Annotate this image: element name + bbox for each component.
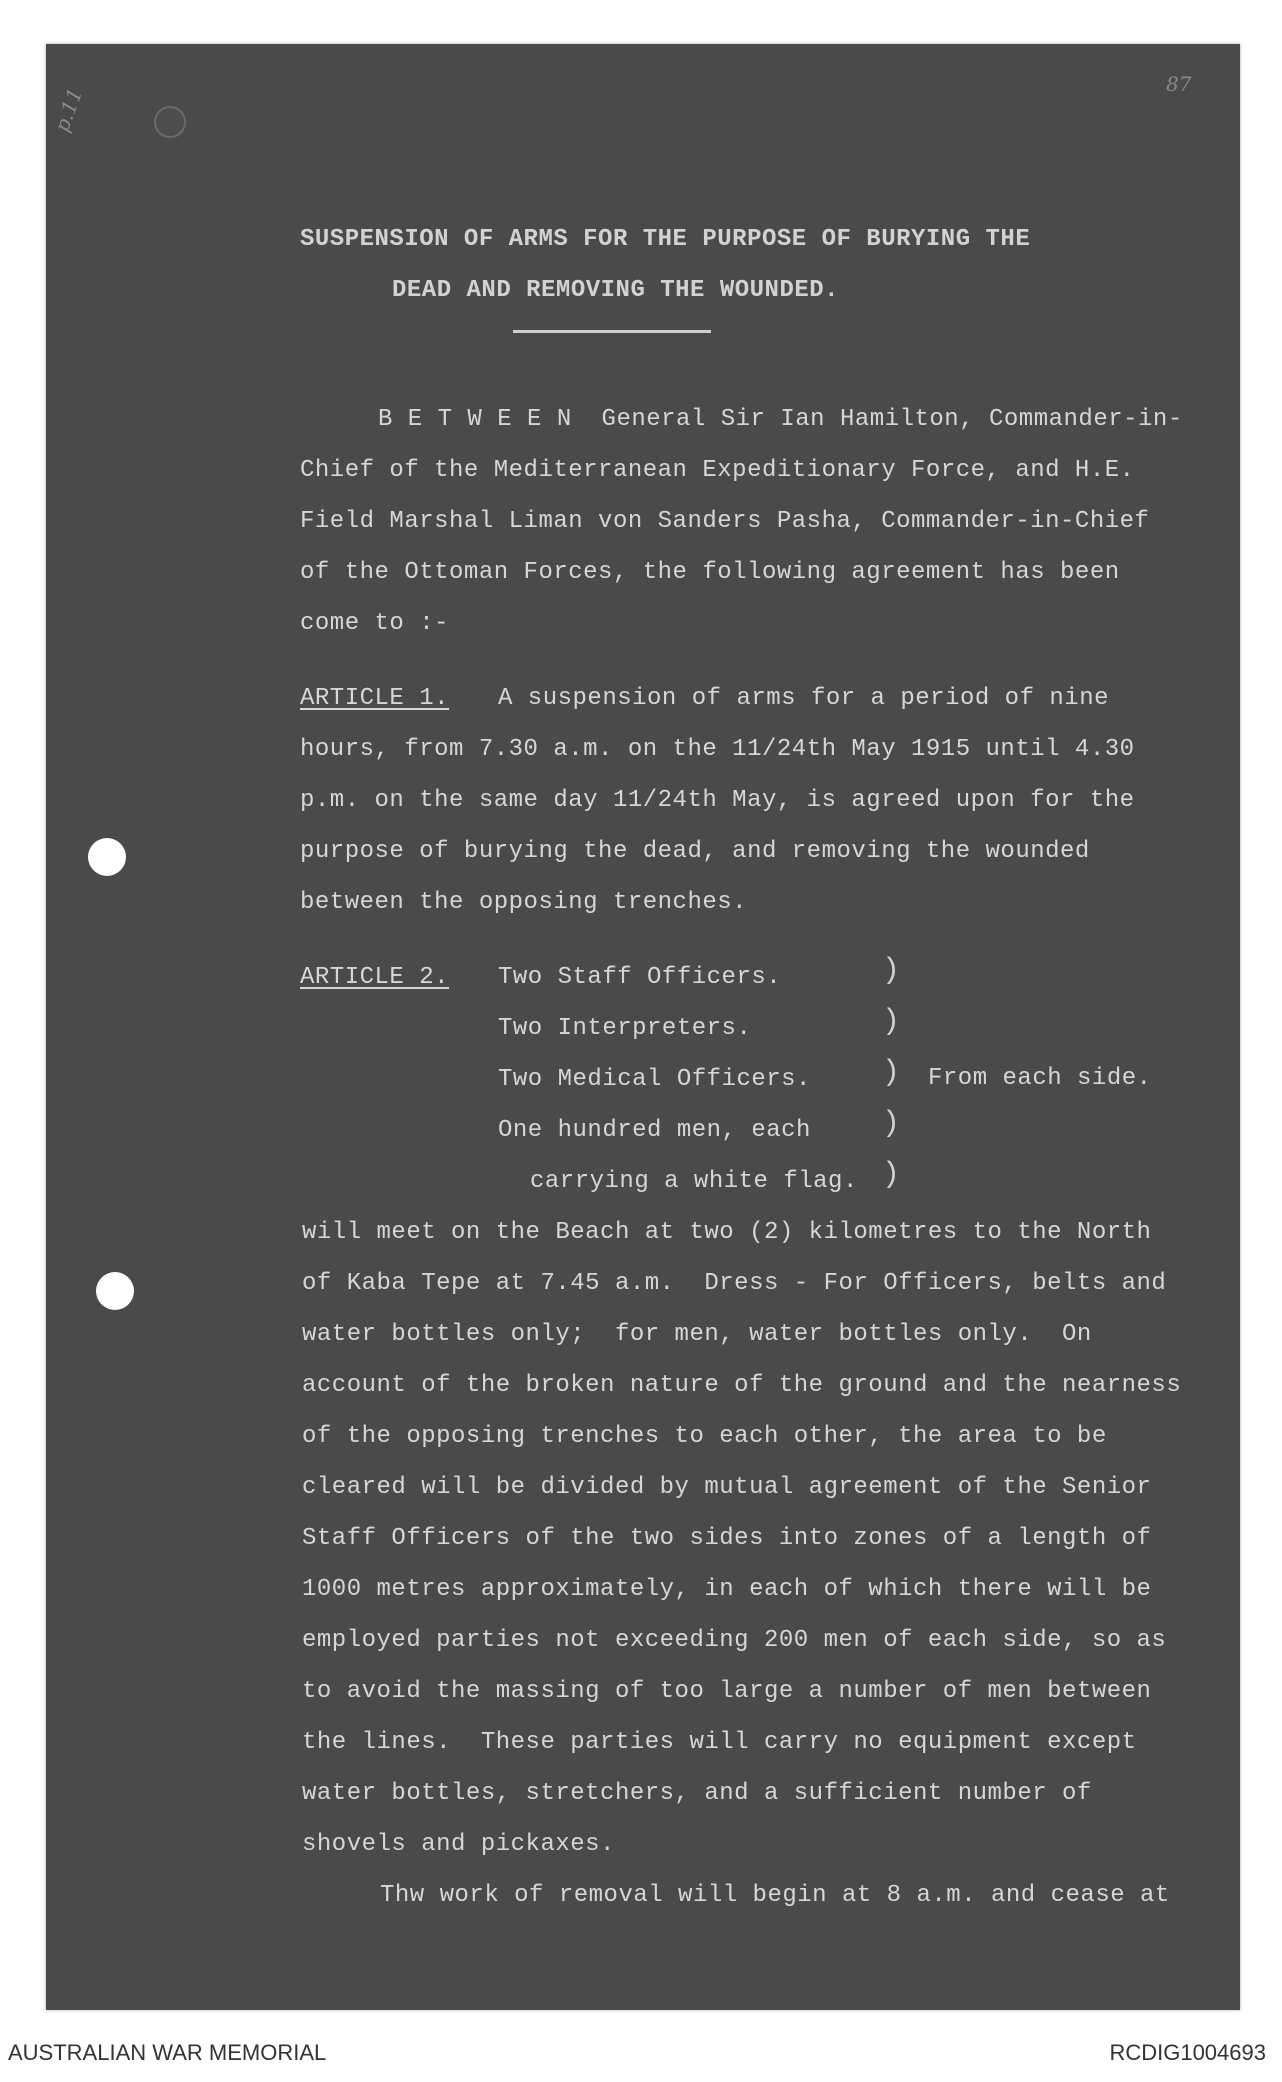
party-item: carrying a white flag. (530, 1168, 858, 1195)
article-2-line: account of the broken nature of the ground and the nearness (302, 1372, 1182, 1399)
article-1-line: purpose of burying the dead, and removing the wounded (300, 838, 1090, 865)
article-2-line: water bottles only; for men, water bottles only. On (302, 1321, 1092, 1348)
article-2-line: the lines. These parties will carry no equipment except (302, 1729, 1137, 1756)
party-item: One hundred men, each (498, 1117, 811, 1144)
title-line-2: DEAD AND REMOVING THE WOUNDED. (392, 277, 840, 304)
title-line-1: SUSPENSION OF ARMS FOR THE PURPOSE OF BURYING THE (300, 226, 1031, 253)
article-2-line: water bottles, stretchers, and a sufficient number of (302, 1780, 1092, 1807)
intro-line: Field Marshal Liman von Sanders Pasha, Commander-in-Chief (300, 508, 1150, 535)
brace-mark: ) (882, 954, 901, 988)
article-1-line: A suspension of arms for a period of nine (498, 685, 1109, 712)
title-rule (513, 330, 711, 333)
article-2-line: 1000 metres approximately, in each of which there will be (302, 1576, 1152, 1603)
brace-label: From each side. (928, 1065, 1152, 1092)
article-2-line: of the opposing trenches to each other, the area to be (302, 1423, 1107, 1450)
margin-note: p.11 (49, 84, 88, 136)
article-2-last-line: Thw work of removal will begin at 8 a.m. and cease at (380, 1882, 1170, 1909)
brace-mark: ) (882, 1056, 901, 1090)
punch-hole (88, 838, 126, 876)
article-2-line: Staff Officers of the two sides into zones of a length of (302, 1525, 1152, 1552)
folio-number: 87 (1166, 72, 1192, 96)
binder-ring-mark (154, 106, 186, 138)
party-item: Two Staff Officers. (498, 964, 782, 991)
article-2-line: cleared will be divided by mutual agreement of the Senior (302, 1474, 1152, 1501)
brace-mark: ) (882, 1107, 901, 1141)
article-2-line: will meet on the Beach at two (2) kilometres to the North (302, 1219, 1152, 1246)
party-item: Two Interpreters. (498, 1015, 752, 1042)
article-1-line: between the opposing trenches. (300, 889, 748, 916)
article-2-line: employed parties not exceeding 200 men of each side, so as (302, 1627, 1167, 1654)
brace-mark: ) (882, 1005, 901, 1039)
document-page (46, 44, 1240, 2010)
brace-mark: ) (882, 1158, 901, 1192)
article-1-heading: ARTICLE 1. (300, 685, 450, 712)
footer-source-label: AUSTRALIAN WAR MEMORIAL (8, 2040, 327, 2065)
intro-line: B E T W E E N General Sir Ian Hamilton, Commander-in- (378, 406, 1183, 433)
article-2-heading: ARTICLE 2. (300, 964, 450, 991)
article-1-line: p.m. on the same day 11/24th May, is agreed upon for the (300, 787, 1135, 814)
intro-line: come to :- (300, 610, 450, 637)
punch-hole (96, 1272, 134, 1310)
footer-record-id: RCDIG1004693 (1109, 2040, 1266, 2065)
intro-line: of the Ottoman Forces, the following agreement has been (300, 559, 1120, 586)
party-item: Two Medical Officers. (498, 1066, 811, 1093)
intro-line: Chief of the Mediterranean Expeditionary Force, and H.E. (300, 457, 1135, 484)
article-2-line: of Kaba Tepe at 7.45 a.m. Dress - For Officers, belts and (302, 1270, 1167, 1297)
article-2-line: to avoid the massing of too large a number of men between (302, 1678, 1152, 1705)
article-1-line: hours, from 7.30 a.m. on the 11/24th May 1915 until 4.30 (300, 736, 1135, 763)
article-2-line: shovels and pickaxes. (302, 1831, 615, 1858)
